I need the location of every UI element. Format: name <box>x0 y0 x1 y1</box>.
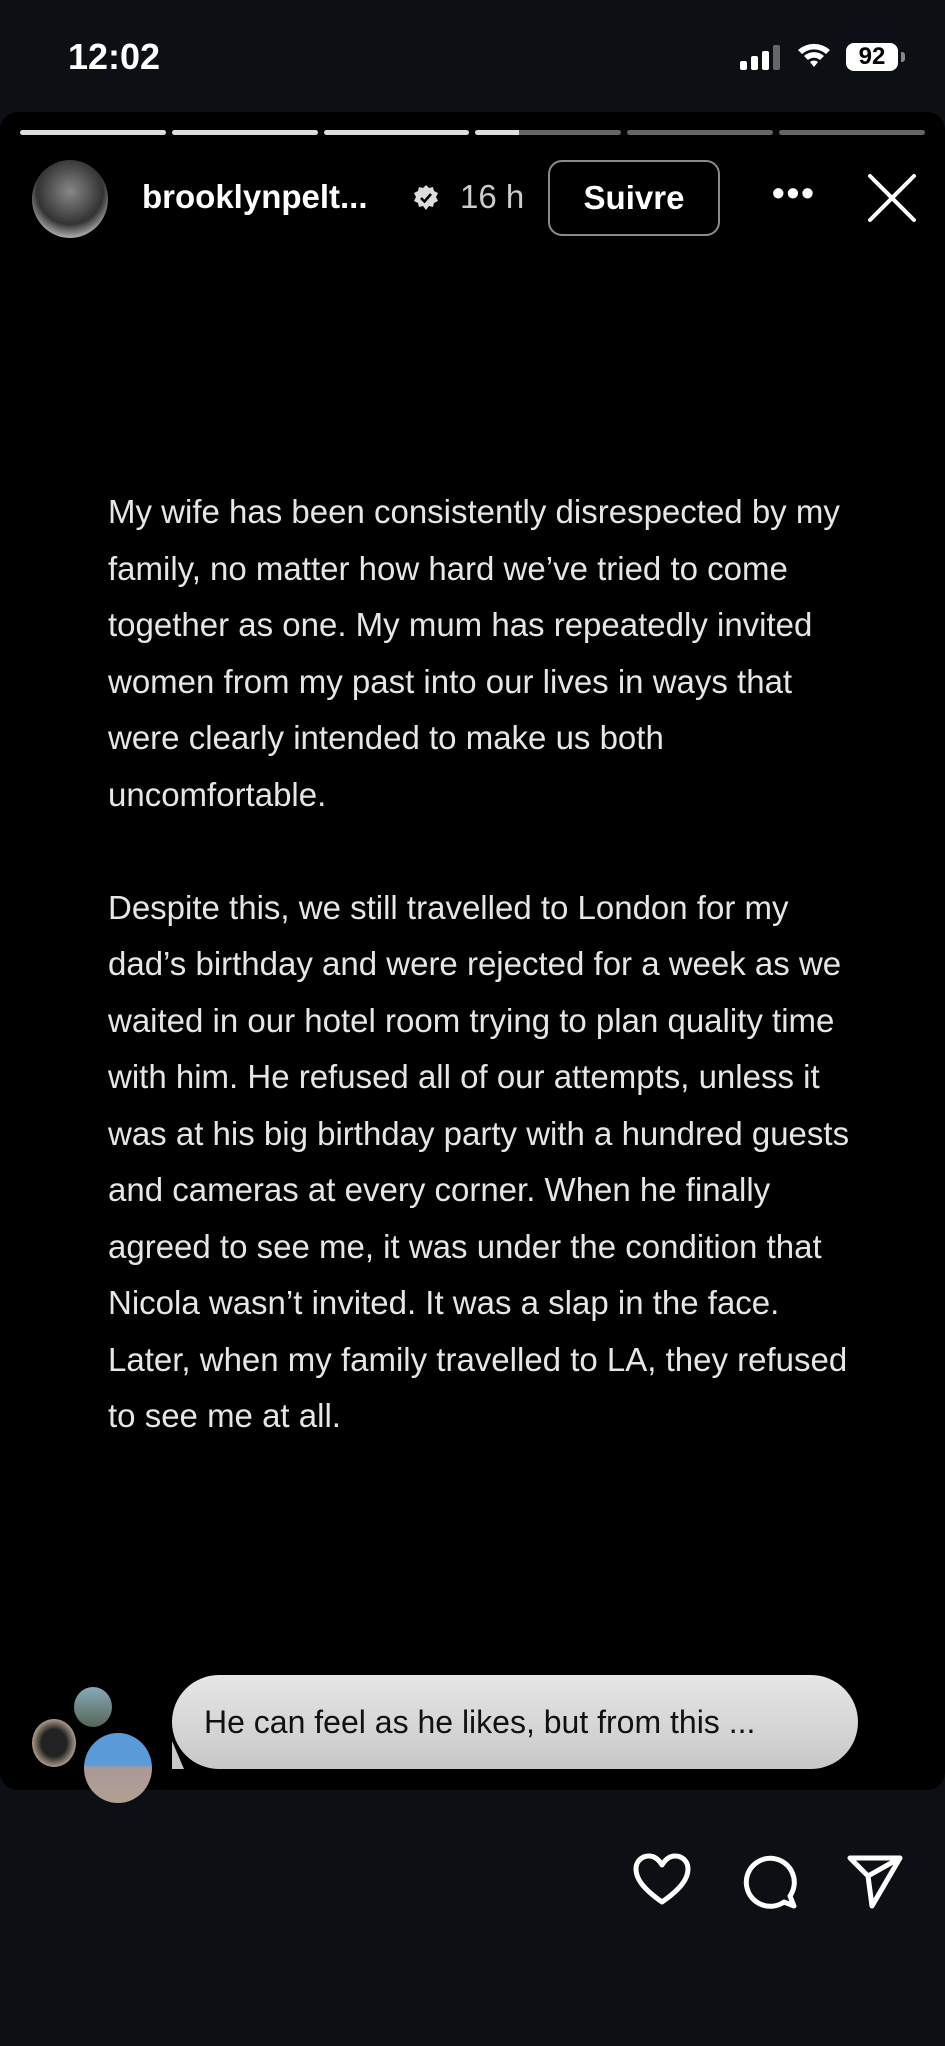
paragraph: Despite this, we still travelled to London for my dad’s birthday and were rejected for a week as we waited in our hotel room trying to plan quality time with him. He refused all of our attempts, unless it was at his big birthday party with a hundred guests and cameras at every corner. When he finally agreed to see me, it was under the condition that Nicola wasn’t invited. It was a slap in the face. Later, when my family travelled to LA, they refused to see me at all. <box>108 888 850 1434</box>
story-actions <box>0 1852 945 1912</box>
progress-segment <box>779 130 925 135</box>
progress-fill <box>172 130 318 135</box>
progress-fill <box>475 130 519 135</box>
story-progress <box>20 130 925 135</box>
avatar <box>32 1719 76 1767</box>
comment-icon[interactable] <box>740 1852 798 1910</box>
progress-segment <box>475 130 621 135</box>
wifi-icon <box>796 40 832 70</box>
signal-icon <box>740 44 780 70</box>
send-icon[interactable] <box>846 1852 904 1910</box>
progress-segment <box>324 130 470 135</box>
progress-segment <box>20 130 166 135</box>
reply-bubble[interactable]: He can feel as he likes, but from this ... <box>172 1675 858 1769</box>
battery-icon: 92 <box>846 43 898 71</box>
clock: 12:02 <box>68 36 161 77</box>
follow-button[interactable]: Suivre <box>548 160 720 236</box>
post-age: 16 h <box>460 178 525 215</box>
status-bar <box>0 0 945 112</box>
story-text <box>108 484 868 1501</box>
close-icon[interactable] <box>866 172 918 224</box>
paragraph: My wife has been consistently disrespected by my family, no matter how hard we’ve tried to come together as one. My mum has repeatedly invited women from my past into our lives in ways that were clearly intended to make us both uncomfortable. <box>108 493 840 813</box>
verified-badge-icon <box>412 184 440 212</box>
reply-preview[interactable] <box>0 1675 945 1785</box>
story-viewer[interactable] <box>0 112 945 1790</box>
progress-segment <box>172 130 318 135</box>
username[interactable]: brooklynpelt... <box>142 178 368 215</box>
avatar <box>74 1687 112 1727</box>
progress-segment <box>627 130 773 135</box>
more-options-button[interactable]: ••• <box>772 172 816 213</box>
avatar <box>84 1733 152 1803</box>
avatar[interactable] <box>32 160 108 238</box>
battery-tip <box>901 52 905 62</box>
progress-fill <box>324 130 470 135</box>
story-header <box>0 160 945 234</box>
progress-fill <box>20 130 166 135</box>
heart-icon[interactable] <box>632 1852 692 1908</box>
